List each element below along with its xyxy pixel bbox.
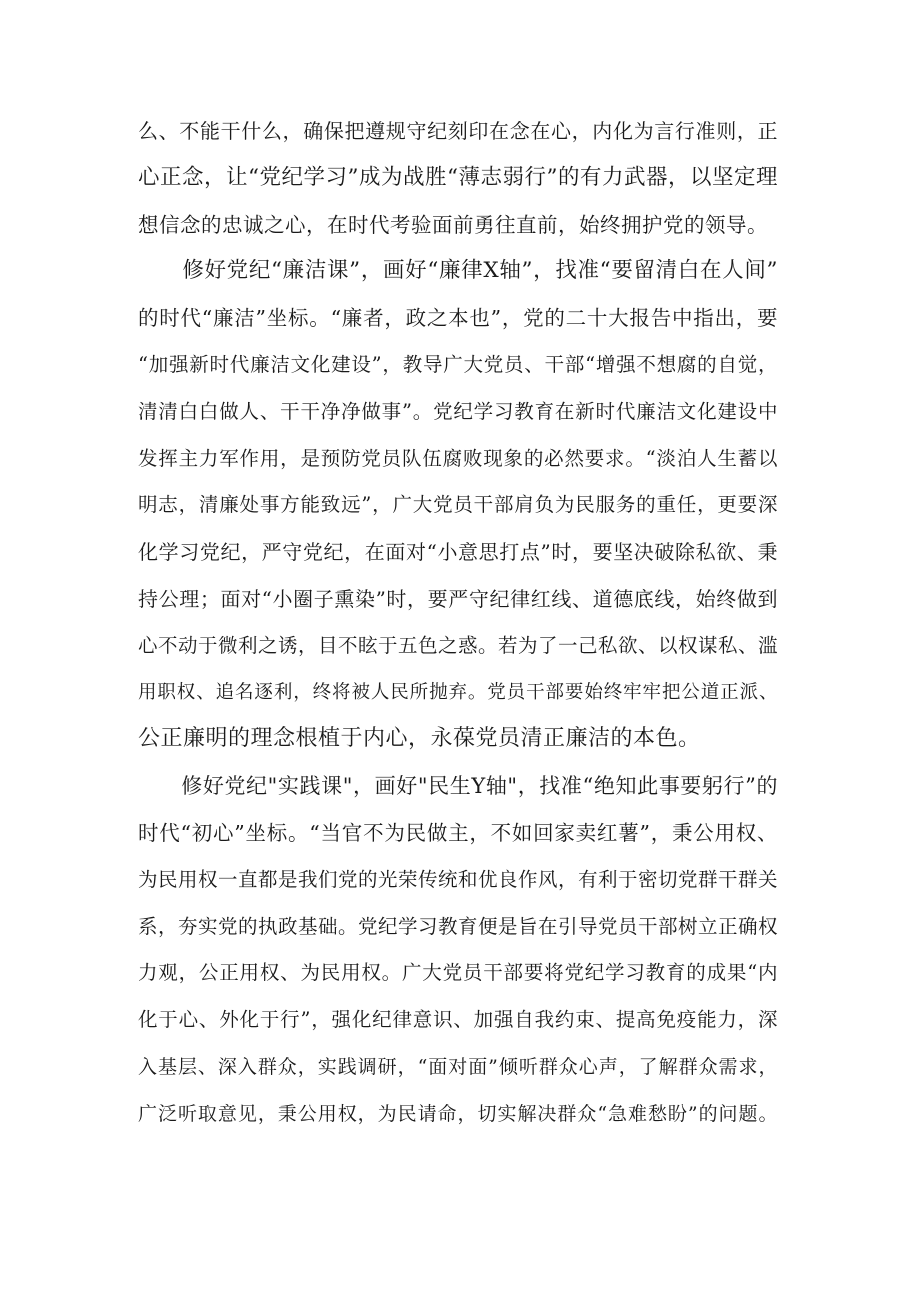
text-line: 公正廉明的理念根植于内心，永葆党员清正廉洁的本色。 [138, 726, 701, 752]
text-line: 心正念，让“党纪学习”成为战胜“薄志弱行”的有力武器，以坚定理 [138, 164, 778, 190]
text-line: 持公理；面对“小圈子熏染”时，要严守纪律红线、道德底线，始终做到 [138, 586, 778, 611]
text-line: 化于心、外化于行”，强化纪律意识、加强自我约束、提高免疫能力，深 [138, 1008, 778, 1032]
text-line: 为民用权一直都是我们党的光荣传统和优良作风，有利于密切党群干群关 [138, 867, 779, 891]
text-line: 化学习党纪，严守党纪，在面对“小意思打点”时，要坚决破除私欲、秉 [138, 540, 778, 565]
paragraph-2 [138, 248, 778, 763]
text-line: 清清白白做人、干干净净做事”。党纪学习教育在新时代廉洁文化建设中 [138, 399, 778, 423]
text-line: 明志，清廉处事方能致远”，广大党员干部肩负为民服务的重任，更要深 [138, 493, 778, 517]
text-line: “加强新时代廉洁文化建设”，教导广大党员、干部“增强不想腐的自觉， [138, 352, 778, 376]
paragraph-3 [138, 763, 778, 1137]
text-line: 修好党纪“廉洁课”，画好“廉律X轴”，找准“要留清白在人间” [138, 258, 778, 284]
text-line: 广泛听取意见，秉公用权，为民请命，切实解决群众“急难愁盼”的问题。 [138, 1102, 778, 1125]
text-line: 入基层、深入群众，实践调研，“面对面”倾听群众心声，了解群众需求， [138, 1055, 778, 1078]
text-line: 时代“初心”坐标。“当官不为民做主，不如回家卖红薯”，秉公用权、 [138, 820, 778, 845]
text-line: 修好党纪"实践课"，画好"民生Y轴"，找准“绝知此事要躬行”的 [138, 774, 778, 799]
paragraph-1 [138, 108, 778, 248]
text-line: 的时代“廉洁”坐标。“廉者，政之本也”，党的二十大报告中指出，要 [138, 306, 778, 331]
text-line: 用职权、追名逐利，终将被人民所抛弃。党员干部要始终牢牢把公道正派、 [138, 681, 778, 703]
text-line: 么、不能干什么，确保把遵规守纪刻印在念在心，内化为言行准则，正 [138, 119, 778, 143]
text-line: 系，夯实党的执政基础。党纪学习教育便是旨在引导党员干部树立正确权 [138, 914, 779, 938]
text-line: 心不动于微利之诱，目不眩于五色之惑。若为了一己私欲、以权谋私、滥 [138, 633, 779, 657]
text-line: 想信念的忠诚之心，在时代考验面前勇往直前，始终拥护党的领导。 [138, 212, 768, 237]
document-page [138, 108, 778, 1138]
text-line: 力观，公正用权、为民用权。广大党员干部要将党纪学习教育的成果“内 [138, 961, 778, 985]
text-line: 发挥主力军作用，是预防党员队伍腐败现象的必然要求。“淡泊人生蓄以 [138, 446, 778, 470]
